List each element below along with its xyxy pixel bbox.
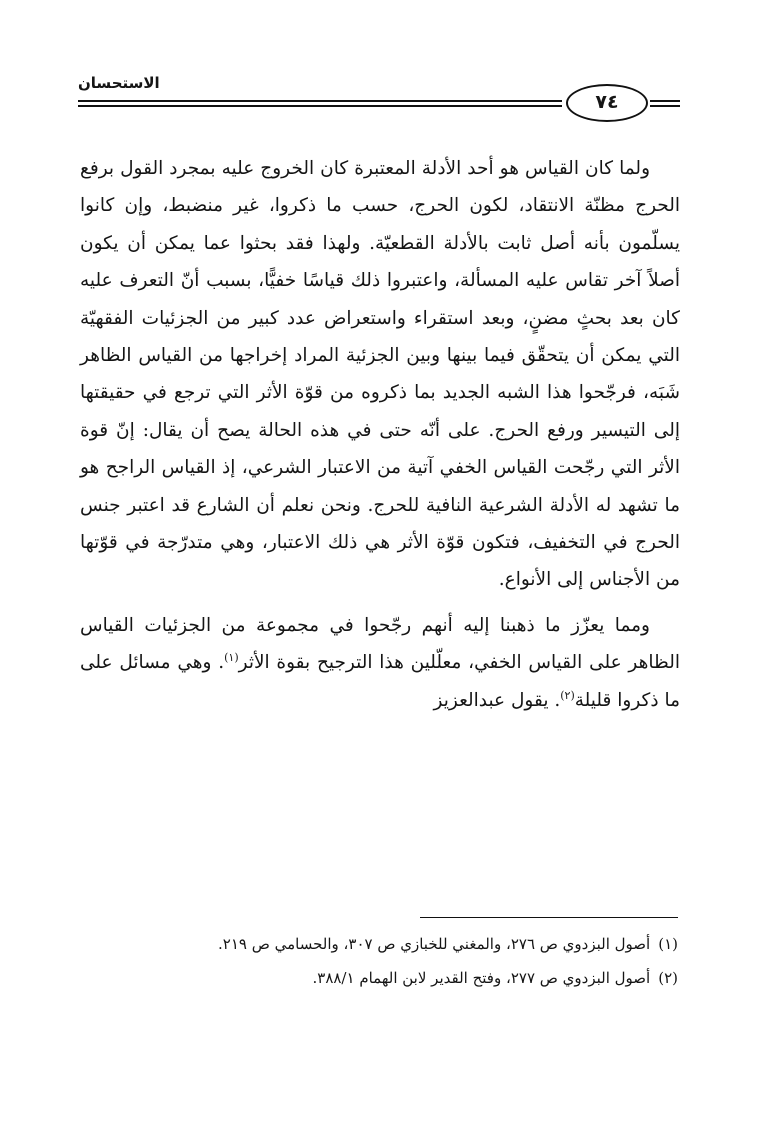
footnote-separator xyxy=(420,917,678,918)
paragraph-2-part-2: . وهي مسائل على ما ذكروا قليلة xyxy=(80,652,680,711)
footnote-text: أصول البزدوي ص ٢٧٧، وفتح القدير لابن الهمام ٣٨٨/١. xyxy=(312,969,651,987)
footnote-ref-1[interactable]: (١) xyxy=(224,651,239,665)
paragraph-2 xyxy=(80,607,680,719)
footnote-number: (٢) xyxy=(658,969,678,987)
footnote-number: (١) xyxy=(658,935,678,953)
footnote-text: أصول البزدوي ص ٢٧٦، والمغني للخبازي ص ٣٠٧، والحسامي ص ٢١٩. xyxy=(218,935,651,953)
paragraph-1: ولما كان القياس هو أحد الأدلة المعتبرة كان الخروج عليه بمجرد القول برفع الحرج مظنّة الانتقاد، لكون الحرج، حسب ما ذكروا، غير منضبط، وإن كانوا يسلّمون بأنه أصل ثابت بالأدلة القطعيّة. ولهذا فقد بحثوا عما يمكن أن يكون أصلاً آخر تقاس عليه المسألة، واعتبروا ذلك قياسًا خفيًّا، بسبب أنّ التعرف عليه كان بعد بحثٍ مضنٍ، وبعد استقراء واستعراض عدد كبير من الجزئيات الفقهيّة التي يمكن أن يتحقّق فيما بينها وبين الجزئية المراد إخراجها من القياس الظاهر شَبَه، فرجّحوا هذا الشبه الجديد بما ذكروه من قوّة الأثر التي ترجع في حقيقتها إلى التيسير ورفع الحرج. على أنّه حتى في هذه الحالة يصح أن يقال: إنّ قوة الأثر التي رجّحت القياس الخفي آتية من الاعتبار الشرعي، إذ القياس الراجح هو ما تشهد له الأدلة الشرعية النافية للحرج. ونحن نعلم أن الشارع قد اعتبر جنس الحرج في التخفيف، فتكون قوّة الأثر هي ذلك الاعتبار، وهي متدرّجة في قوّتها من الأجناس إلى الأنواع. xyxy=(80,158,680,591)
footnote-2 xyxy=(80,964,678,993)
paragraph-2-part-1: ومما يعزّز ما ذهبنا إليه أنهم رجّحوا في مجموعة من الجزئيات القياس الظاهر على القياس الخفي، معلّلين هذا الترجيح بقوة الأثر xyxy=(80,614,680,674)
paragraph-2-part-3: . يقول عبدالعزيز xyxy=(433,689,561,711)
body-text xyxy=(80,150,680,727)
header-rule-short xyxy=(650,100,680,107)
footnote-1 xyxy=(80,930,678,959)
header-rule-long xyxy=(78,100,562,107)
running-title: الاستحسان xyxy=(78,74,160,92)
page-header xyxy=(78,66,680,128)
footnote-ref-2[interactable]: (٢) xyxy=(560,688,575,702)
page-number: ٧٤ xyxy=(566,84,648,122)
footnotes xyxy=(80,930,678,998)
